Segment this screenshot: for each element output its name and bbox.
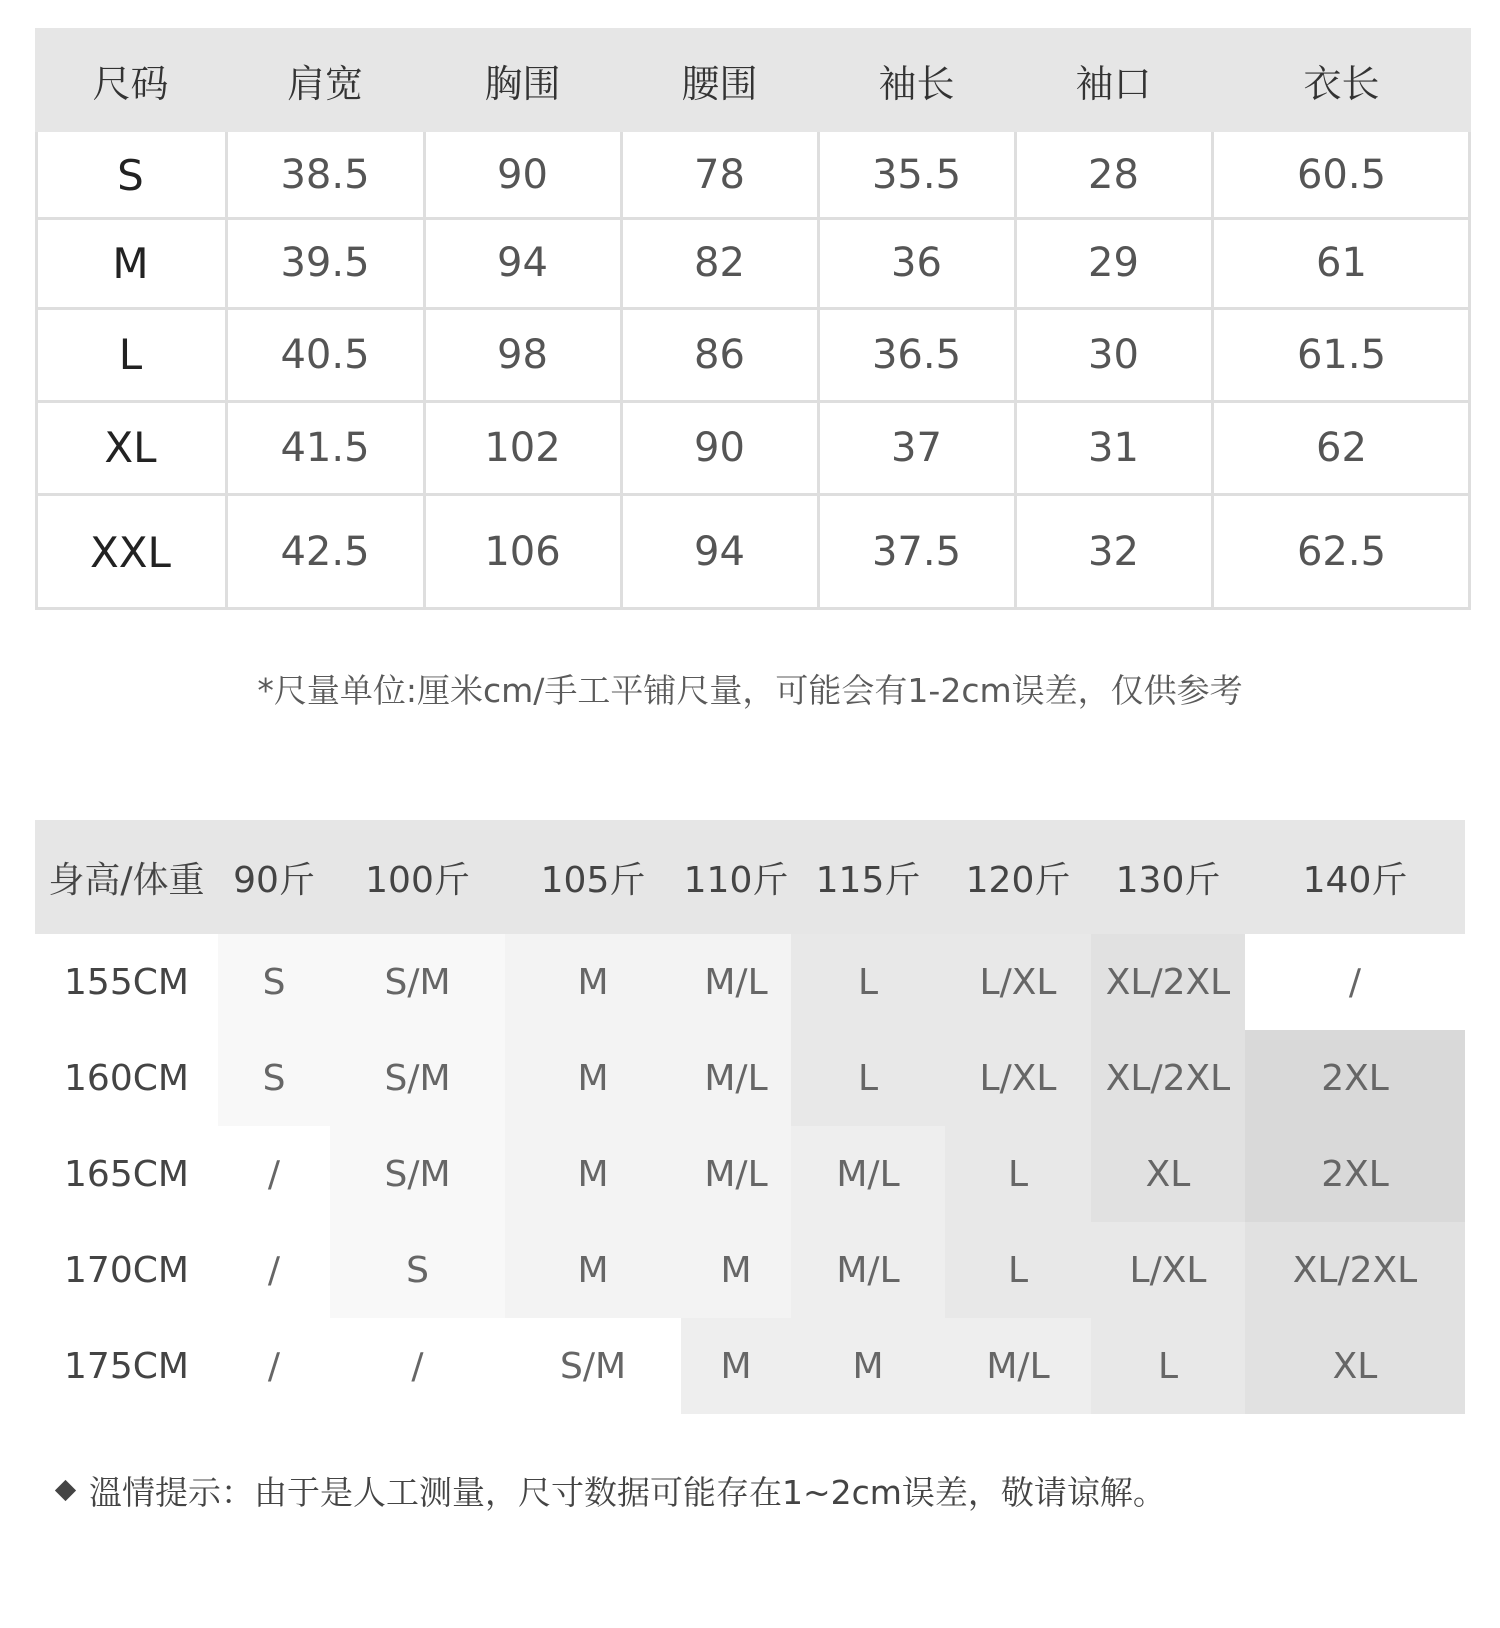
measurement-unit-note: *尺量单位:厘米cm/手工平铺尺量，可能会有1-2cm误差，仅供参考 <box>257 671 1243 710</box>
recommended-size-cell: L <box>1007 1249 1029 1291</box>
recommended-size-cell: / <box>267 1153 281 1195</box>
measurement-cell: 82 <box>694 240 745 286</box>
recommended-size-cell: / <box>267 1345 281 1387</box>
recommended-size-cell: S/M <box>559 1345 627 1387</box>
weight-header-cell: 115斤 <box>815 859 921 901</box>
recommended-size-cell: L/XL <box>979 961 1057 1003</box>
recommended-size-cell: L <box>1157 1345 1179 1387</box>
weight-header-cell: 130斤 <box>1115 859 1221 901</box>
measurement-cell: 62 <box>1316 424 1367 471</box>
size-measurement-table <box>35 28 1471 610</box>
recommended-size-cell: S <box>262 961 286 1003</box>
recommended-size-cell: S/M <box>384 961 451 1003</box>
size-label-cell: XL <box>104 423 157 472</box>
recommended-size-cell: S <box>406 1249 429 1291</box>
recommended-size-cell: L <box>857 1057 879 1099</box>
weight-header-cell: 105斤 <box>540 859 646 901</box>
recommended-size-cell: M <box>720 1249 752 1291</box>
recommended-size-cell: M/L <box>986 1345 1050 1387</box>
recommended-size-cell: S/M <box>384 1153 451 1195</box>
recommended-size-cell: M/L <box>704 961 768 1003</box>
height-label-cell: 165CM <box>64 1153 189 1195</box>
recommended-size-cell: / <box>267 1249 281 1291</box>
measurement-cell: 28 <box>1088 152 1139 198</box>
weight-header-cell: 120斤 <box>965 859 1071 901</box>
recommended-size-cell: L/XL <box>1129 1249 1207 1291</box>
size-table-header-cell: 腰围 <box>681 61 758 106</box>
diamond-bullet-icon <box>55 1480 76 1501</box>
measurement-cell: 37.5 <box>871 529 962 575</box>
measurement-cell: 98 <box>497 331 548 378</box>
recommended-size-cell: XL/2XL <box>1105 961 1231 1003</box>
size-table-header-cell: 袖长 <box>878 61 955 106</box>
recommended-size-cell: XL/2XL <box>1105 1057 1231 1099</box>
recommended-size-cell: M <box>720 1345 752 1387</box>
size-table-header-cell: 胸围 <box>484 61 561 106</box>
measurement-cell: 42.5 <box>280 529 370 575</box>
measurement-cell: 90 <box>497 152 548 198</box>
recommended-size-cell: M/L <box>836 1153 900 1195</box>
recommended-size-cell: XL/2XL <box>1292 1249 1418 1291</box>
height-label-cell: 170CM <box>64 1249 189 1291</box>
weight-header-cell: 110斤 <box>683 859 789 901</box>
recommended-size-cell: L/XL <box>979 1057 1057 1099</box>
measurement-cell: 38.5 <box>280 152 370 198</box>
measurement-cell: 78 <box>694 152 745 198</box>
measurement-cell: 30 <box>1088 331 1139 378</box>
measurement-cell: 61 <box>1316 240 1367 286</box>
measurement-cell: 62.5 <box>1296 529 1387 575</box>
recommended-size-cell: M <box>577 1057 609 1099</box>
measurement-cell: 106 <box>484 529 561 575</box>
size-table-header-cell: 衣长 <box>1303 61 1380 106</box>
recommended-size-cell: M <box>577 1249 609 1291</box>
measurement-cell: 36.5 <box>871 331 962 378</box>
warm-tip-text: 溫情提示：由于是人工测量，尺寸数据可能存在1~2cm误差，敬请谅解。 <box>89 1473 1166 1512</box>
recommended-size-cell: M <box>577 1153 609 1195</box>
height-label-cell: 155CM <box>64 961 189 1003</box>
recommended-size-cell: M <box>577 961 609 1003</box>
measurement-cell: 29 <box>1088 240 1139 286</box>
recommended-size-cell: M/L <box>836 1249 900 1291</box>
recommended-size-cell: M/L <box>704 1057 768 1099</box>
height-label-cell: 175CM <box>64 1345 189 1387</box>
warm-tip <box>52 1467 1166 1514</box>
measurement-cell: 102 <box>484 424 561 471</box>
recommended-size-cell: M/L <box>704 1153 768 1195</box>
size-table-header-cell: 袖口 <box>1075 61 1152 106</box>
measurement-cell: 94 <box>694 529 745 575</box>
measurement-cell: 90 <box>694 424 745 471</box>
size-label-cell: XXL <box>90 527 171 577</box>
size-label-cell: L <box>118 330 143 379</box>
measurement-cell: 35.5 <box>871 152 962 198</box>
measurement-cell: 86 <box>694 331 745 378</box>
weight-header-cell: 140斤 <box>1302 859 1408 901</box>
weight-header-cell: 100斤 <box>365 859 470 901</box>
recommended-size-cell: M <box>852 1345 884 1387</box>
recommended-size-cell: / <box>1348 961 1362 1003</box>
recommended-size-cell: S/M <box>384 1057 451 1099</box>
measurement-cell: 40.5 <box>280 331 370 378</box>
measurement-cell: 39.5 <box>280 240 370 286</box>
size-table-header-cell: 尺码 <box>92 61 169 106</box>
measurement-cell: 60.5 <box>1296 152 1387 198</box>
recommended-size-cell: L <box>1007 1153 1029 1195</box>
size-table-header-cell: 肩宽 <box>286 61 363 106</box>
size-label-cell: S <box>117 150 144 200</box>
recommended-size-cell: / <box>411 1345 424 1387</box>
measurement-cell: 32 <box>1088 529 1139 575</box>
height-weight-size-table <box>35 820 1465 1424</box>
height-label-cell: 160CM <box>64 1057 189 1099</box>
recommended-size-cell: L <box>857 961 879 1003</box>
size-label-cell: M <box>112 238 149 288</box>
recommended-size-cell: 2XL <box>1321 1057 1389 1099</box>
measurement-cell: 41.5 <box>280 424 370 471</box>
recommended-size-cell: XL <box>1145 1153 1191 1195</box>
measurement-cell: 36 <box>891 240 942 286</box>
recommended-size-cell: S <box>262 1057 286 1099</box>
recommended-size-cell: 2XL <box>1321 1153 1389 1195</box>
recommended-size-cell: XL <box>1332 1345 1378 1387</box>
measurement-cell: 61.5 <box>1296 331 1387 378</box>
fit-table-corner-label: 身高/体重 <box>48 859 205 901</box>
measurement-cell: 37 <box>891 424 942 471</box>
measurement-cell: 94 <box>497 240 548 286</box>
measurement-cell: 31 <box>1088 424 1139 471</box>
weight-header-cell: 90斤 <box>233 859 315 901</box>
